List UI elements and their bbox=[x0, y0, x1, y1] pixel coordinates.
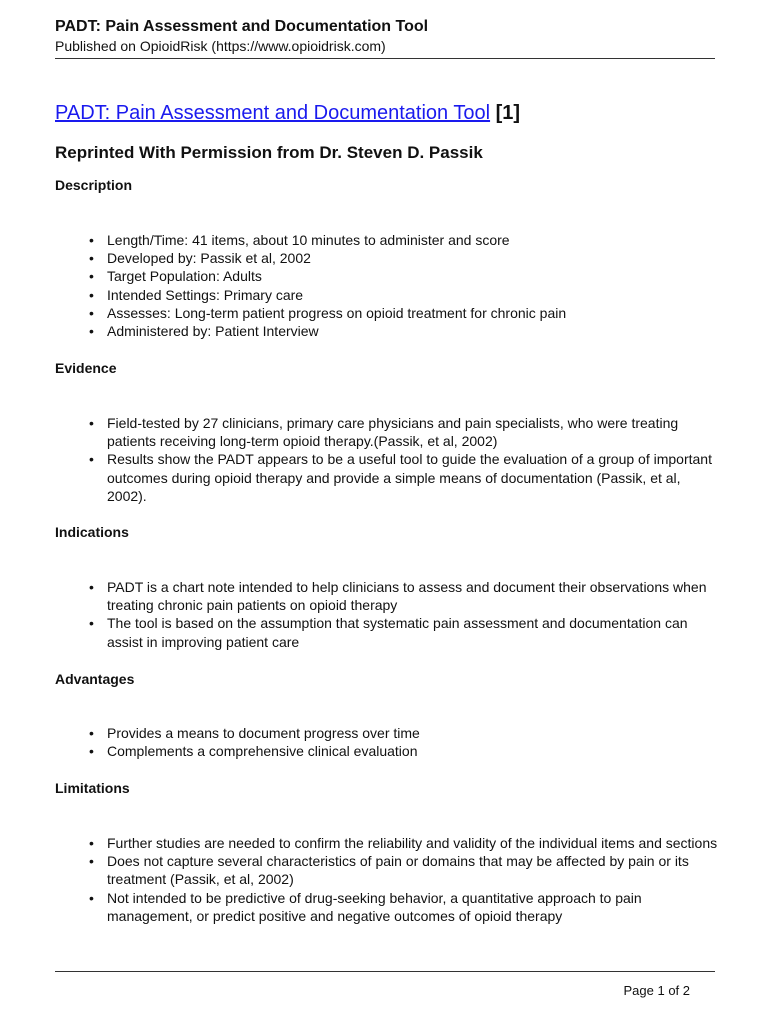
list-item: • Length/Time: 41 items, about 10 minutes to administer and score bbox=[82, 231, 722, 249]
document-title bbox=[55, 102, 520, 125]
list-item: • The tool is based on the assumption that systematic pain assessment and documentation can assist in improving patient care bbox=[82, 614, 722, 650]
list-item: • Not intended to be predictive of drug-seeking behavior, a quantitative approach to pain management, or predict positive and negative outcomes of opioid therapy bbox=[82, 889, 722, 925]
page-number: Page 1 of 2 bbox=[623, 983, 690, 998]
list-item: • Intended Settings: Primary care bbox=[82, 286, 722, 304]
list-item: • Provides a means to document progress over time bbox=[82, 724, 722, 742]
list-item: • PADT is a chart note intended to help clinicians to assess and document their observations when treating chronic pain patients on opioid therapy bbox=[82, 578, 722, 614]
reprint-notice: Reprinted With Permission from Dr. Steven D. Passik bbox=[55, 143, 483, 162]
section-heading-advantages: Advantages bbox=[55, 671, 135, 687]
advantages-list bbox=[82, 724, 722, 760]
document-title-link[interactable]: PADT: Pain Assessment and Documentation Tool bbox=[55, 102, 491, 124]
header-title: PADT: Pain Assessment and Documentation Tool bbox=[55, 18, 429, 35]
section-heading-limitations: Limitations bbox=[55, 780, 130, 796]
footer-divider bbox=[55, 971, 715, 972]
list-item: • Results show the PADT appears to be a useful tool to guide the evaluation of a group of important outcomes during opioid therapy and provide a simple means of documentation (Passik, et al, 2002). bbox=[82, 450, 722, 505]
list-item: • Further studies are needed to confirm the reliability and validity of the individual items and sections bbox=[82, 834, 722, 852]
list-item: • Field-tested by 27 clinicians, primary care physicians and pain specialists, who were treating patients receiving long-term opioid therapy.(Passik, et al, 2002) bbox=[82, 414, 722, 450]
header-divider bbox=[55, 58, 715, 59]
description-list bbox=[82, 231, 722, 340]
evidence-list bbox=[82, 414, 722, 505]
limitations-list bbox=[82, 834, 722, 925]
list-item: • Complements a comprehensive clinical evaluation bbox=[82, 742, 722, 760]
published-line: Published on OpioidRisk (https://www.opioidrisk.com) bbox=[55, 38, 386, 54]
list-item: • Developed by: Passik et al, 2002 bbox=[82, 249, 722, 267]
list-item: • Target Population: Adults bbox=[82, 267, 722, 285]
list-item: • Does not capture several characteristics of pain or domains that may be affected by pain or its treatment (Passik, et al, 2002) bbox=[82, 852, 722, 888]
list-item: • Administered by: Patient Interview bbox=[82, 322, 722, 340]
section-heading-description: Description bbox=[55, 177, 133, 193]
list-item: • Assesses: Long-term patient progress on opioid treatment for chronic pain bbox=[82, 304, 722, 322]
indications-list bbox=[82, 578, 722, 651]
section-heading-evidence: Evidence bbox=[55, 360, 117, 376]
section-heading-indications: Indications bbox=[55, 524, 129, 540]
reference-marker: [1] bbox=[495, 102, 521, 124]
